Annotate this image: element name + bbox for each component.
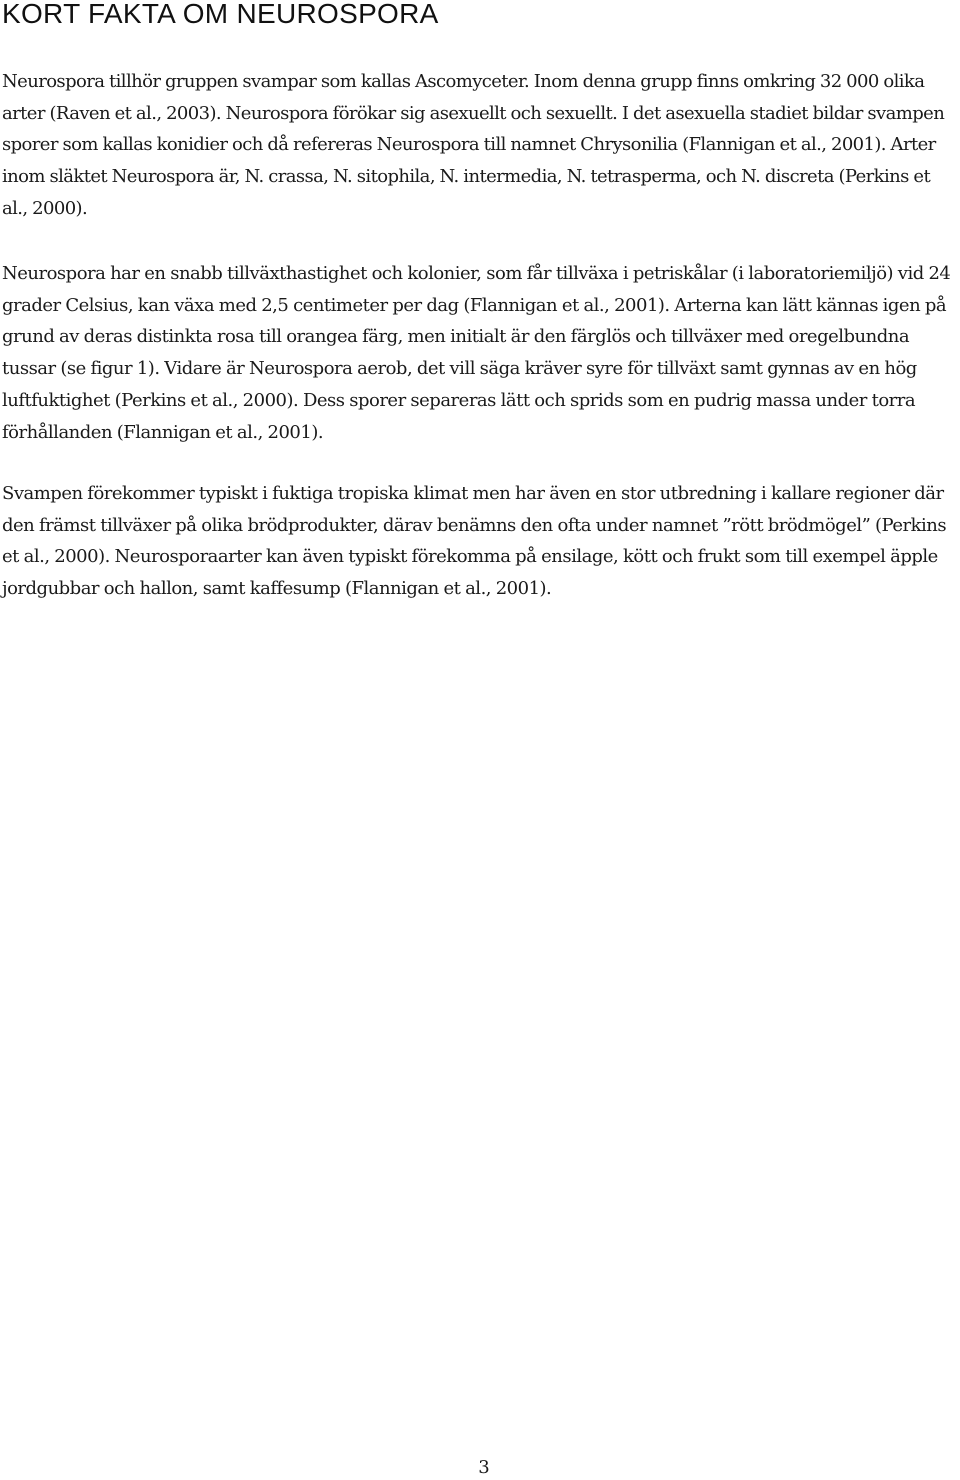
- section-heading: KORT FAKTA OM NEUROSPORA: [2, 0, 439, 29]
- paragraph-intro: Neurospora tillhör gruppen svampar som kallas Ascomyceter. Inom denna grupp finns omkring 32 000 olika arter (Raven et al., 2003). Neurospora förökar sig asexuellt och sexuellt. I det asexuella stadiet bildar svampen sporer som kallas konidier och då refereras Neurospora till namnet Chrysonilia (Flannigan et al., 2001). Arter inom släktet Neurospora är, N. crassa, N. sitophila, N. intermedia, N. tetrasperma, och N. discreta (Perkins et al., 2000).: [2, 71, 945, 219]
- page-number: 3: [478, 1457, 490, 1478]
- paragraph-growth: Neurospora har en snabb tillväxthastighet och kolonier, som får tillväxa i petriskålar (i laboratoriemiljö) vid 24 grader Celsius, kan växa med 2,5 centimeter per dag (Flannigan et al., 2001). Arterna kan lätt kännas igen på grund av deras distinkta rosa till orangea färg, men initialt är den färglös och tillväxer med oregelbundna tussar (se figur 1). Vidare är Neurospora aerob, det vill säga kräver syre för tillväxt samt gynnas av en hög luftfuktighet (Perkins et al., 2000). Dess sporer separeras lätt och sprids som en pudrig massa under torra förhållanden (Flannigan et al., 2001).: [2, 263, 951, 443]
- paragraph-habitat: Svampen förekommer typiskt i fuktiga tropiska klimat men har även en stor utbredning i kallare regioner där den främst tillväxer på olika brödprodukter, därav benämns den ofta under namnet ”rött brödmögel” (Perkins et al., 2000). Neurosporaarter kan även typiskt förekomma på ensilage, kött och frukt som till exempel äpple jordgubbar och hallon, samt kaffesump (Flannigan et al., 2001).: [2, 483, 947, 600]
